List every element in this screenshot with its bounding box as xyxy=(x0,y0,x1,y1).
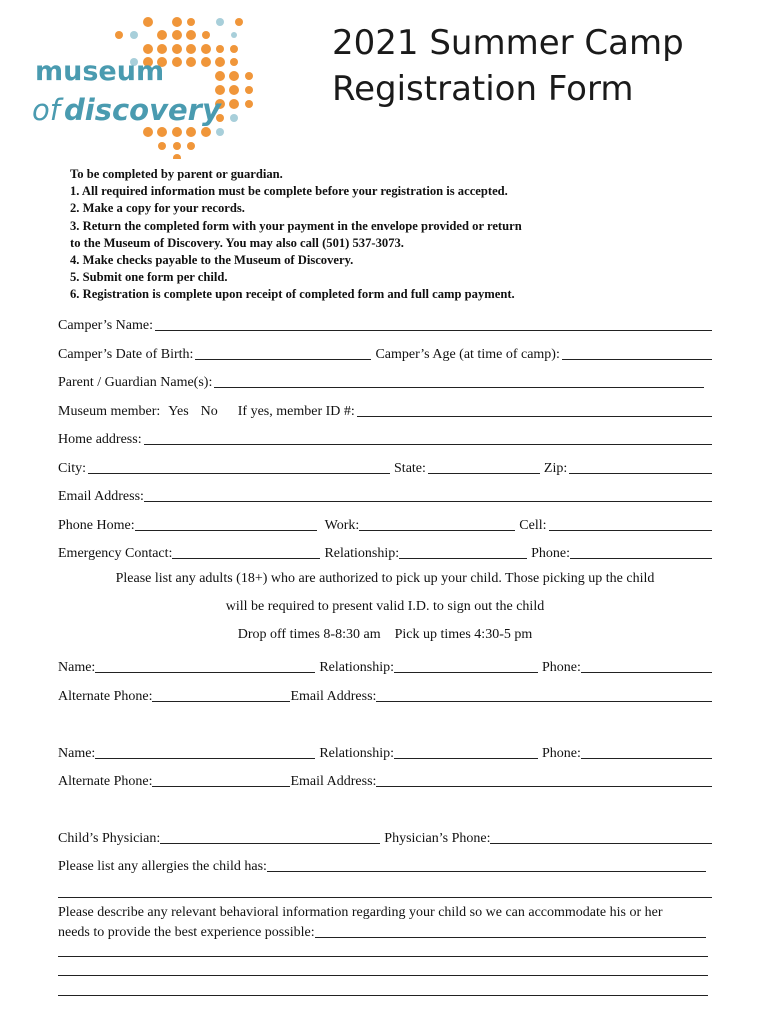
logo-dot xyxy=(229,71,239,81)
pickup-relationship-field[interactable] xyxy=(394,657,538,673)
camper-name-row xyxy=(58,312,712,334)
logo-dot xyxy=(201,44,211,54)
behavior-field[interactable] xyxy=(315,922,706,938)
instruction-line: To be completed by parent or guardian. xyxy=(70,167,283,181)
logo-dot xyxy=(229,85,239,95)
behavior-extra-line[interactable] xyxy=(58,995,708,996)
email-row xyxy=(58,483,712,505)
dob-row xyxy=(58,341,712,363)
zip-label: Zip: xyxy=(543,461,568,476)
logo-dot xyxy=(201,57,211,67)
logo-dot xyxy=(186,127,196,137)
logo-dot xyxy=(157,127,167,137)
work-field[interactable] xyxy=(359,515,515,531)
home-address-label: Home address: xyxy=(58,432,142,447)
logo-dot-pattern xyxy=(30,14,280,159)
logo-word-discovery: discovery xyxy=(64,93,221,127)
guardian-label: Parent / Guardian Name(s): xyxy=(58,375,213,390)
logo-word-of: of xyxy=(32,93,60,127)
member-row xyxy=(58,398,712,420)
pickup-phone-label: Phone: xyxy=(542,746,581,761)
phone-home-label: Phone Home: xyxy=(58,518,135,533)
home-address-row xyxy=(58,426,712,448)
pickup-name-label: Name: xyxy=(58,746,96,761)
logo-dot xyxy=(186,57,196,67)
pickup-note-line-1: Please list any adults (18+) who are authorized to pick up your child. Those picking up the child xyxy=(115,571,655,586)
title-line-2: Registration Form xyxy=(332,69,634,109)
pickup-email-label: Email Address: xyxy=(290,689,377,704)
home-address-field[interactable] xyxy=(144,429,712,445)
logo-dot xyxy=(143,17,153,27)
logo-dot xyxy=(202,31,210,39)
page-title xyxy=(332,20,684,112)
emergency-label: Emergency Contact: xyxy=(58,546,173,561)
member-id-label: If yes, member ID #: xyxy=(237,404,355,419)
instruction-line: to the Museum of Discovery. You may also call (501) 537-3073. xyxy=(70,235,404,250)
pickup-alt-phone-field[interactable] xyxy=(152,686,290,702)
emergency-phone-label: Phone: xyxy=(531,546,570,561)
logo-dot xyxy=(115,31,123,39)
allergies-extra-line[interactable] xyxy=(58,897,712,898)
logo-dot xyxy=(173,154,181,159)
logo-dot xyxy=(245,72,253,80)
pickup-relationship-label: Relationship: xyxy=(319,660,394,675)
logo-dot xyxy=(172,44,182,54)
state-label: State: xyxy=(394,461,426,476)
city-row xyxy=(58,455,712,477)
state-field[interactable] xyxy=(428,458,540,474)
logo-dot xyxy=(245,100,253,108)
logo-dot xyxy=(229,99,239,109)
guardian-row xyxy=(58,369,704,391)
pickup-adult-1-row xyxy=(58,654,712,676)
logo-dot xyxy=(201,127,211,137)
pickup-note-line-2: will be required to present valid I.D. to sign out the child xyxy=(225,599,545,614)
email-field[interactable] xyxy=(144,486,712,502)
logo-dot xyxy=(216,128,224,136)
emergency-relationship-label: Relationship: xyxy=(324,546,400,561)
logo-dot xyxy=(130,31,138,39)
instruction-line: 6. Registration is complete upon receipt of completed form and full camp payment. xyxy=(70,287,515,302)
instruction-line: 3. Return the completed form with your payment in the envelope provided or return xyxy=(70,218,522,233)
physician-phone-field[interactable] xyxy=(490,828,712,844)
logo-dot xyxy=(157,44,167,54)
cell-label: Cell: xyxy=(519,518,547,533)
pickup-email-field[interactable] xyxy=(376,686,712,702)
museum-logo xyxy=(30,14,280,159)
logo-dot xyxy=(216,45,224,53)
camper-name-label: Camper’s Name: xyxy=(58,318,153,333)
physician-field[interactable] xyxy=(160,828,380,844)
instruction-line: 1. All required information must be complete before your registration is accepted. xyxy=(70,184,508,199)
logo-word-museum: museum xyxy=(35,56,165,87)
age-label: Camper’s Age (at time of camp): xyxy=(375,347,560,362)
behavior-extra-line[interactable] xyxy=(58,956,708,957)
camper-name-field[interactable] xyxy=(155,315,712,331)
logo-dot xyxy=(172,57,182,67)
logo-dot xyxy=(245,86,253,94)
pickup-adult-1-alt-row xyxy=(58,683,712,705)
dob-field[interactable] xyxy=(195,344,371,360)
behavior-label-row xyxy=(58,899,718,921)
pickup-phone-field[interactable] xyxy=(581,743,712,759)
logo-dot xyxy=(172,127,182,137)
pickup-adult-2-row xyxy=(58,740,712,762)
logo-dot xyxy=(230,114,238,122)
logo-dot xyxy=(172,17,182,27)
email-label: Email Address: xyxy=(58,489,144,504)
pickup-phone-label: Phone: xyxy=(542,660,581,675)
cell-field[interactable] xyxy=(549,515,713,531)
member-label: Museum member: xyxy=(58,404,161,419)
pickup-phone-field[interactable] xyxy=(581,657,712,673)
pickup-alt-phone-field[interactable] xyxy=(152,771,290,787)
instruction-line: 2. Make a copy for your records. xyxy=(70,201,245,216)
logo-dot xyxy=(157,30,167,40)
logo-dot xyxy=(143,127,153,137)
phone-row xyxy=(58,512,712,534)
logo-dot xyxy=(186,30,196,40)
emergency-field[interactable] xyxy=(172,543,320,559)
pickup-alt-phone-label: Alternate Phone: xyxy=(58,689,153,704)
allergies-row xyxy=(58,853,706,875)
logo-dot xyxy=(173,142,181,150)
pickup-adult-2-alt-row xyxy=(58,768,712,790)
member-no-option[interactable]: No xyxy=(200,404,218,419)
emergency-relationship-field[interactable] xyxy=(399,543,527,559)
physician-phone-label: Physician’s Phone: xyxy=(384,831,491,846)
age-field[interactable] xyxy=(562,344,712,360)
allergies-label: Please list any allergies the child has: xyxy=(58,859,267,874)
logo-dot xyxy=(158,142,166,150)
behavior-label-line-1: Please describe any relevant behavioral information regarding your child so we can accommodate his or her xyxy=(58,905,663,920)
behavior-extra-line[interactable] xyxy=(58,975,708,976)
allergies-field[interactable] xyxy=(267,856,706,872)
behavior-row xyxy=(58,919,706,941)
pickup-name-field[interactable] xyxy=(95,743,315,759)
pickup-email-field[interactable] xyxy=(376,771,712,787)
phone-home-field[interactable] xyxy=(135,515,317,531)
member-id-field[interactable] xyxy=(357,401,712,417)
logo-dot xyxy=(216,18,224,26)
logo-dot xyxy=(186,44,196,54)
emergency-row xyxy=(58,540,712,562)
pickup-alt-phone-label: Alternate Phone: xyxy=(58,774,153,789)
logo-dot xyxy=(187,142,195,150)
instructions xyxy=(70,166,522,304)
pickup-relationship-label: Relationship: xyxy=(319,746,394,761)
instruction-line: 4. Make checks payable to the Museum of Discovery. xyxy=(70,253,354,268)
logo-dot xyxy=(215,57,225,67)
behavior-label-line-2: needs to provide the best experience possible: xyxy=(58,925,315,940)
guardian-field[interactable] xyxy=(214,372,704,388)
physician-label: Child’s Physician: xyxy=(58,831,161,846)
work-label: Work: xyxy=(324,518,360,533)
city-field[interactable] xyxy=(88,458,390,474)
drop-pickup-times: Drop off times 8-8:30 am Pick up times 4:30-5 pm xyxy=(237,627,533,642)
emergency-phone-field[interactable] xyxy=(570,543,712,559)
logo-dot xyxy=(172,30,182,40)
logo-dot xyxy=(230,45,238,53)
title-line-1: 2021 Summer Camp xyxy=(332,23,684,63)
member-yes-option[interactable]: Yes xyxy=(168,404,189,419)
zip-field[interactable] xyxy=(569,458,712,474)
logo-dot xyxy=(230,58,238,66)
physician-row xyxy=(58,825,712,847)
pickup-name-field[interactable] xyxy=(95,657,315,673)
city-label: City: xyxy=(58,461,87,476)
pickup-name-label: Name: xyxy=(58,660,96,675)
logo-dot xyxy=(143,44,153,54)
logo-dot xyxy=(235,18,243,26)
logo-dot xyxy=(215,71,225,81)
instruction-line: 5. Submit one form per child. xyxy=(70,270,228,285)
dob-label: Camper’s Date of Birth: xyxy=(58,347,194,362)
pickup-relationship-field[interactable] xyxy=(394,743,538,759)
logo-dot xyxy=(187,18,195,26)
pickup-email-label: Email Address: xyxy=(290,774,377,789)
logo-dot xyxy=(231,32,237,38)
